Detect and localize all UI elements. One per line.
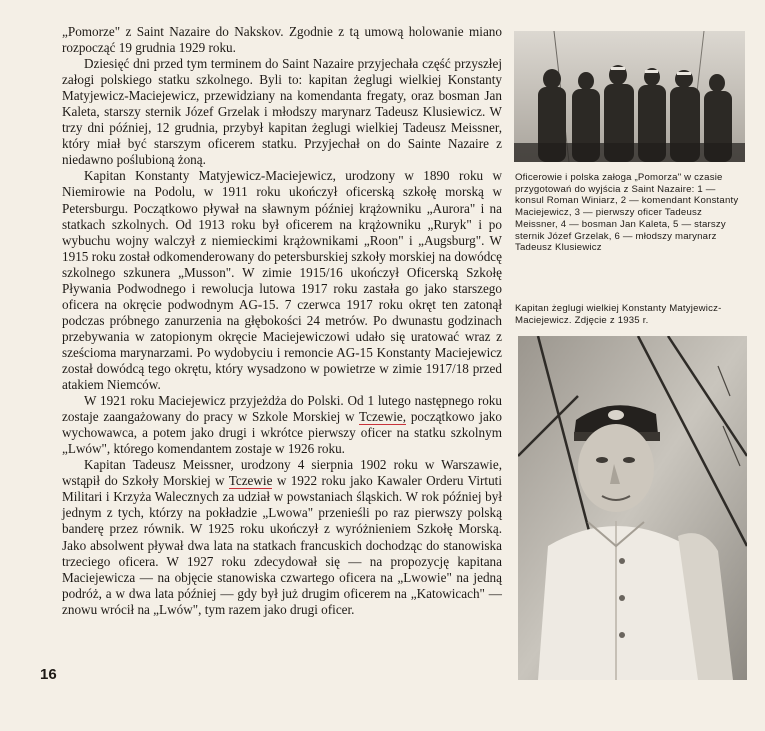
captain-portrait-photo (518, 336, 747, 680)
paragraph-3: Kapitan Konstanty Matyjewicz-Maciejewicz, urodzony w 1890 roku w Niemirowie na Podolu, w 1911 roku ukończył oficerską szkołę morską w Petersburgu. Początkowo pływał na sławnym później krążowniku „Aurora" i na statkach szkolnych. Od 1913 roku był oficerem na krążowniku „Ruryk" i po wybuchu wojny walczył z niemieckimi krążownikami „Roon" i „Augsburg". W 1915 roku został odkomenderowany do petersburskiej szkoły morskiej na dowódcę szkolnego szkunera „Musson". W zimie 1915/16 ukończył Oficerską Szkołę Pływania Podwodnego i rewolucja lutowa 1917 roku zastała go jako starszego oficera na okręcie podwodnym AG-15. 7 czerwca 1917 roku okręt ten zatonął podczas próbnego zanurzenia na głębokości 24 metrów. Po dwunastu godzinach przebywania w zatopionym okręcie Maciejewiczowi udało się uratować wraz z sześcioma marynarzami. Po wydobyciu i remoncie AG-15 Konstanty Maciejewicz został dowódcą tego okrętu, który wysadzono w powietrze w zimie 1917/18 przed atakiem Niemców. (62, 168, 502, 393)
paragraph-5 (62, 457, 502, 617)
paragraph-5-start: Kapitan Tadeusz Meissner, urodzony 4 sierpnia 1902 roku w Warszawie, wstąpił do Szkoły Morskiej w (62, 457, 502, 489)
captain-photo-caption: Kapitan żeglugi wielkiej Konstanty Matyjewicz-Maciejewicz. Zdjęcie z 1935 r. (515, 303, 722, 326)
captain-portrait-image (518, 336, 747, 680)
crew-group-photo (514, 31, 745, 162)
article-text (62, 24, 502, 618)
paragraph-4-end: początkowo jako wychowawca, a potem jako drugi i wkrótce pierwszy oficer na statku szkolnym „Lwów", którego komendantem zostaje w 1926 roku. (62, 409, 502, 457)
crew-photo-caption: Oficerowie i polska załoga „Pomorza" w czasie przygotowań do wyjścia z Saint Nazaire: 1 — konsul Roman Winiarz, 2 — komendant Konstanty Maciejewicz, 3 — pierwszy oficer Tadeusz Meissner, 4 — bosman Jan Kaleta, 5 — starszy sternik Józef Grzelak, 6 — młodszy marynarz Tadeusz Klusiewicz (515, 172, 739, 254)
crew-group-photo-image (514, 31, 745, 162)
underlined-place-name: Tczewie, (359, 409, 407, 425)
underlined-place-name: Tczewie (228, 473, 273, 489)
paragraph-5-end: w 1922 roku jako Kawaler Orderu Virtuti Militari i Krzyża Walecznych za udział w powstaniach śląskich. W rok później był jednym z tych, którzy na pokładzie „Lwowa" przenieśli po raz pierwszy polską banderę przez równik. W 1925 roku ukończył z wyróżnieniem Szkołę Morską. Jako absolwent pływał dwa lata na statkach francuskich dochodząc do stanowiska trzeciego oficera. W 1927 roku zdecydował się — na propozycję kapitana Maciejewicza — na objęcie stanowiska czwartego oficera na „Lwowie" na jedną podróż, a w dwa lata później — gdy był już drugim oficerem na „Katowicach" — znowu wrócił na „Lwów", tym razem jako drugi oficer. (62, 473, 502, 617)
page-number: 16 (40, 666, 57, 683)
paragraph-2: Dziesięć dni przed tym terminem do Saint Nazaire przyjechała część przyszłej załogi polskiego statku szkolnego. Byli to: kapitan żeglugi wielkiej Konstanty Matyjewicz-Maciejewicz, przewidziany na komendanta fregaty, oraz bosman Jan Kaleta, starszy sternik Józef Grzelak i młodszy marynarz Tadeusz Klusiewicz. W trzy dni później, 12 grudnia, przybył kapitan żeglugi wielkiej Tadeusz Meissner, który miał być starszym oficerem statku. Przyjechał on do Sainte Nazaire z niedawno poślubioną żoną. (62, 56, 502, 168)
paragraph-4-start: W 1921 roku Maciejewicz przyjeżdża do Polski. Od 1 lutego następnego roku zostaje zaangażowany do pracy w Szkole Morskiej w (62, 393, 502, 425)
paragraph-1: „Pomorze" z Saint Nazaire do Nakskov. Zgodnie z tą umową holowanie miano rozpocząć 19 grudnia 1929 roku. (62, 24, 502, 56)
paragraph-4 (62, 393, 502, 457)
